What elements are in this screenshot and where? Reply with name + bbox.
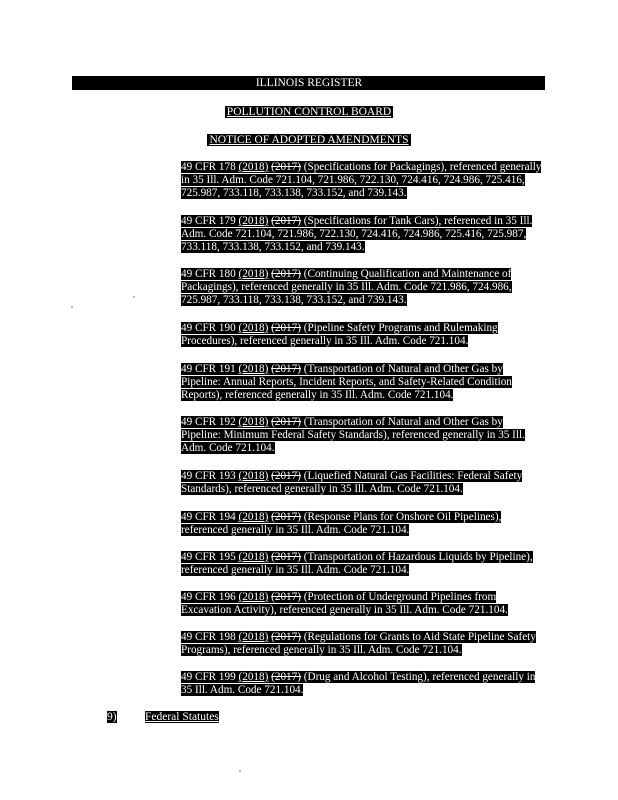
- cfr: 49 CFR 180: [181, 268, 236, 280]
- cfr: 49 CFR 199: [181, 671, 236, 683]
- board-name: POLLUTION CONTROL BOARD: [226, 106, 392, 118]
- old-year: (2017): [271, 631, 301, 643]
- scan-speck: [133, 296, 135, 298]
- entry-text: (Drug and Alcohol Testing), referenced generally in 35 Ill. Adm. Code 721.104.: [181, 671, 536, 696]
- cfr: 49 CFR 191: [181, 363, 236, 375]
- old-year: (2017): [271, 511, 301, 523]
- new-year: (2018): [238, 215, 269, 227]
- cfr: 49 CFR 195: [181, 551, 236, 563]
- entry-highlight: [181, 322, 498, 347]
- entry-highlight: [181, 511, 501, 536]
- entry-highlight: [181, 268, 512, 306]
- old-year: (2017): [271, 161, 301, 173]
- old-year: (2017): [271, 268, 301, 280]
- entry-highlight: [181, 551, 533, 576]
- entry-text: (Protection of Underground Pipelines from Excavation Activity), referenced generally in 35 Ill. Adm. Code 721.104.: [181, 591, 508, 616]
- cfr: 49 CFR 192: [181, 416, 236, 428]
- new-year: (2018): [238, 551, 269, 563]
- cfr: 49 CFR 179: [181, 215, 236, 227]
- old-year: (2017): [271, 470, 301, 482]
- entry-text: (Regulations for Grants to Aid State Pipeline Safety Programs), referenced generally in 35 Ill. Adm. Code 721.104.: [181, 631, 536, 656]
- notice-title: NOTICE OF ADOPTED AMENDMENTS: [209, 134, 409, 146]
- cfr-entry: [181, 470, 544, 496]
- entry-highlight: [181, 470, 522, 495]
- new-year: (2018): [238, 511, 269, 523]
- cfr-entry: [181, 511, 544, 537]
- cfr-entry: [181, 591, 544, 617]
- cfr-entry: [181, 631, 544, 657]
- new-year: (2018): [238, 322, 269, 334]
- new-year: (2018): [238, 631, 269, 643]
- entry-highlight: [181, 215, 532, 253]
- entry-highlight: [181, 631, 536, 656]
- entry-text: (Response Plans for Onshore Oil Pipelines), referenced generally in 35 Ill. Adm. Code 721.104.: [181, 511, 502, 536]
- section-title: Federal Statutes: [145, 711, 219, 723]
- cfr: 49 CFR 196: [181, 591, 236, 603]
- cfr-entry: [181, 322, 544, 348]
- cfr-entry: [181, 161, 544, 200]
- cfr: 49 CFR 194: [181, 511, 236, 523]
- old-year: (2017): [271, 215, 301, 227]
- cfr-entry: [181, 215, 544, 254]
- cfr: 49 CFR 178: [181, 161, 236, 173]
- cfr-entry: [181, 671, 544, 697]
- entry-text: (Specifications for Tank Cars), referenced in 35 Ill. Adm. Code 721.104, 721.986, 722.130, 724.416, 724.986, 725.416, 725.987, 733.118, 733.138, 733.152, and 739.143.: [181, 215, 533, 253]
- new-year: (2018): [238, 268, 269, 280]
- register-title: ILLINOIS REGISTER: [255, 77, 363, 89]
- old-year: (2017): [271, 591, 301, 603]
- cfr: 49 CFR 193: [181, 470, 236, 482]
- cfr-entry: [181, 268, 544, 307]
- new-year: (2018): [238, 363, 269, 375]
- cfr-entry: [181, 416, 544, 455]
- entry-text: (Transportation of Natural and Other Gas by Pipeline: Annual Reports, Incident Reports, and Safety-Related Condition Reports), referenced generally in 35 Ill. Adm. Code 721.104.: [181, 363, 512, 401]
- new-year: (2018): [238, 161, 269, 173]
- entry-text: (Specifications for Packagings), referenced generally in 35 Ill. Adm. Code 721.104, 721.986, 722.130, 724.416, 724.986, 725.416, 725.987, 733.118, 733.138, 733.152, and 739.143.: [181, 161, 542, 199]
- entry-text: (Continuing Qualification and Maintenance of Packagings), referenced generally in 35 Ill. Adm. Code 721.986, 724.986, 725.987, 733.118, 733.138, 733.152, and 739.143.: [181, 268, 512, 306]
- cfr-entry: [181, 363, 544, 402]
- new-year: (2018): [238, 591, 269, 603]
- entry-text: (Transportation of Natural and Other Gas by Pipeline: Minimum Federal Safety Standards), referenced generally in 35 Ill. Adm. Code 721.104.: [181, 416, 525, 454]
- cfr-entry: [181, 551, 544, 577]
- old-year: (2017): [271, 551, 301, 563]
- entry-highlight: [181, 161, 541, 199]
- old-year: (2017): [271, 322, 301, 334]
- scan-speck: [239, 770, 241, 772]
- new-year: (2018): [238, 416, 269, 428]
- scan-speck: [71, 306, 73, 308]
- old-year: (2017): [271, 671, 301, 683]
- cfr: 49 CFR 198: [181, 631, 236, 643]
- entry-text: (Liquefied Natural Gas Facilities: Federal Safety Standards), referenced generally in 35 Ill. Adm. Code 721.104.: [181, 470, 523, 495]
- entry-text: (Transportation of Hazardous Liquids by Pipeline), referenced generally in 35 Ill. Adm. Code 721.104.: [181, 551, 533, 576]
- entry-highlight: [181, 591, 508, 616]
- old-year: (2017): [271, 363, 301, 375]
- new-year: (2018): [238, 671, 269, 683]
- cfr: 49 CFR 190: [181, 322, 236, 334]
- entry-text: (Pipeline Safety Programs and Rulemaking Procedures), referenced generally in 35 Ill. Adm. Code 721.104.: [181, 322, 498, 347]
- section-number: 9): [107, 711, 117, 723]
- entry-highlight: [181, 671, 535, 696]
- entry-highlight: [181, 416, 525, 454]
- new-year: (2018): [238, 470, 269, 482]
- entry-highlight: [181, 363, 512, 401]
- old-year: (2017): [271, 416, 301, 428]
